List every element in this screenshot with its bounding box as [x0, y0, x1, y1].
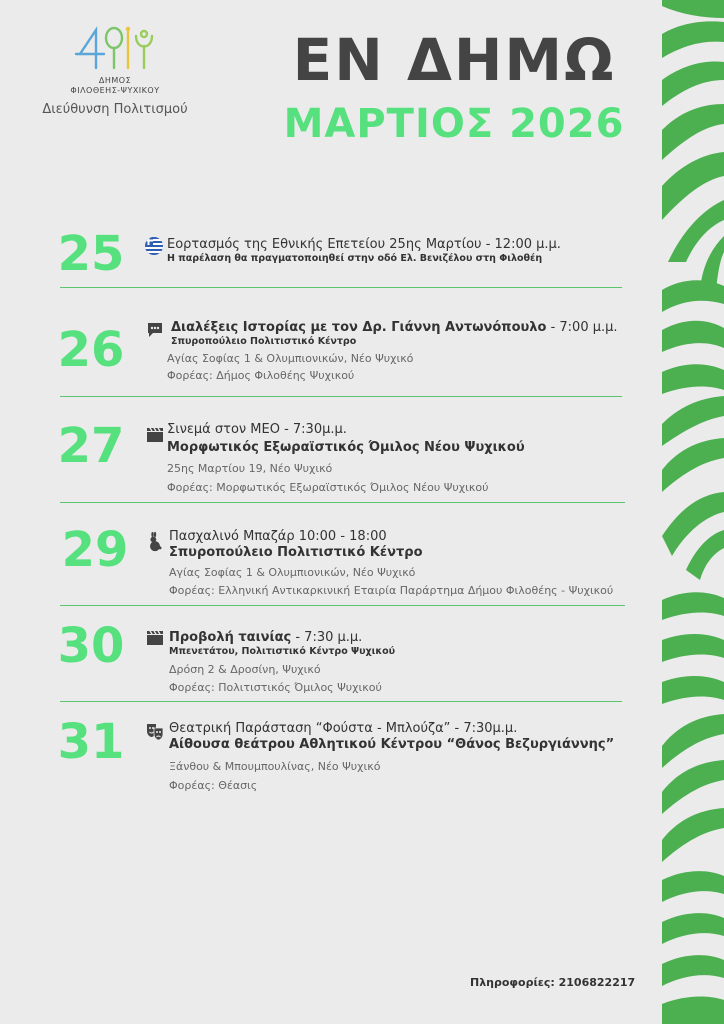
event-address: Δρόση 2 & Δροσίνη, Ψυχικό	[169, 663, 321, 676]
page-title: ΕΝ ΔΗΜΩ	[292, 26, 616, 94]
speech-bubble-icon	[145, 320, 165, 340]
event-day: 30	[57, 618, 125, 674]
department-label: Διεύθυνση Πολιτισμού	[42, 102, 188, 117]
event-address: Ξάνθου & Μπουμπουλίνας, Νέο Ψυχικό	[169, 760, 381, 773]
separator-line	[60, 287, 622, 288]
event-title: Προβολή ταινίας	[169, 630, 292, 645]
event-time: - 7:30μ.μ.	[279, 422, 347, 437]
rabbit-icon	[145, 532, 165, 552]
event-time: - 7:30μ.μ.	[450, 721, 518, 736]
clapperboard-icon	[145, 424, 165, 444]
event-venue: Αίθουσα θεάτρου Αθλητικού Κέντρου “Θάνος Βεζυργιάννης”	[169, 737, 615, 752]
event-title: Διαλέξεις Ιστορίας με τον Δρ. Γιάννη Αντωνόπουλο	[171, 320, 547, 335]
event-day: 27	[57, 418, 125, 474]
event-address: Αγίας Σοφίας 1 & Ολυμπιονικών, Νέο Ψυχικό	[169, 566, 416, 579]
event-time: - 7:00 μ.μ.	[546, 320, 618, 335]
municipality-logo	[40, 24, 190, 117]
logo-text-line1: ΔΗΜΟΣ	[98, 76, 132, 85]
event-venue: Μπενετάτου, Πολιτιστικό Κέντρο Ψυχικού	[169, 646, 396, 657]
page-subtitle: ΜΑΡΤΙΟΣ 2026	[283, 101, 625, 147]
greek-flag-icon	[144, 236, 164, 256]
event-day: 29	[61, 522, 129, 578]
event-organizer: Φορέας: Πολιτιστικός Όμιλος Ψυχικού	[169, 681, 382, 694]
separator-line	[60, 701, 622, 702]
trees-logo-icon	[70, 24, 160, 70]
event-address: Αγίας Σοφίας 1 & Ολυμπιονικών, Νέο Ψυχικό	[167, 352, 414, 365]
event-day: 26	[57, 322, 125, 378]
event-title: Εορτασμός της Εθνικής Επετείου 25ης Μαρτίου	[167, 237, 482, 252]
theater-masks-icon	[145, 721, 165, 741]
event-time: 10:00 - 18:00	[294, 529, 387, 544]
event-venue: Μορφωτικός Εξωραϊστικός Όμιλος Νέου Ψυχικού	[167, 440, 525, 455]
contact-info: Πληροφορίες: 2106822217	[470, 976, 636, 989]
event-organizer: Φορέας: Ελληνική Αντικαρκινική Εταιρία Παράρτημα Δήμου Φιλοθέης - Ψυχικού	[169, 584, 614, 597]
separator-line	[60, 502, 625, 503]
event-organizer: Φορέας: Θέασις	[169, 779, 258, 792]
event-subtitle: Η παρέλαση θα πραγματοποιηθεί στην οδό Ελ. Βενιζέλου στη Φιλοθέη	[167, 253, 543, 264]
event-time: - 7:30 μ.μ.	[291, 630, 363, 645]
separator-line	[60, 605, 625, 606]
event-venue: Σπυροπούλειο Πολιτιστικό Κέντρο	[171, 336, 357, 347]
separator-line	[60, 396, 622, 397]
event-day: 31	[57, 714, 125, 770]
event-venue: Σπυροπούλειο Πολιτιστικό Κέντρο	[169, 545, 423, 560]
event-organizer: Φορέας: Δήμος Φιλοθέης Ψυχικού	[167, 369, 355, 382]
event-title: Θεατρική Παράσταση “Φούστα - Μπλούζα”	[169, 721, 451, 736]
clapperboard-icon	[145, 627, 165, 647]
event-title: Σινεμά στον ΜΕΟ	[167, 422, 280, 437]
event-organizer: Φορέας: Μορφωτικός Εξωραϊστικός Όμιλος Νέου Ψυχικού	[167, 481, 489, 494]
event-time: - 12:00 μ.μ.	[481, 237, 561, 252]
decorative-wave-band	[662, 0, 724, 1024]
event-title: Πασχαλινό Μπαζάρ	[169, 529, 295, 544]
logo-text-line2: ΦΙΛΟΘΕΗΣ-ΨΥΧΙΚΟΥ	[70, 86, 160, 95]
event-day: 25	[57, 226, 125, 282]
event-address: 25ης Μαρτίου 19, Νέο Ψυχικό	[167, 462, 333, 475]
